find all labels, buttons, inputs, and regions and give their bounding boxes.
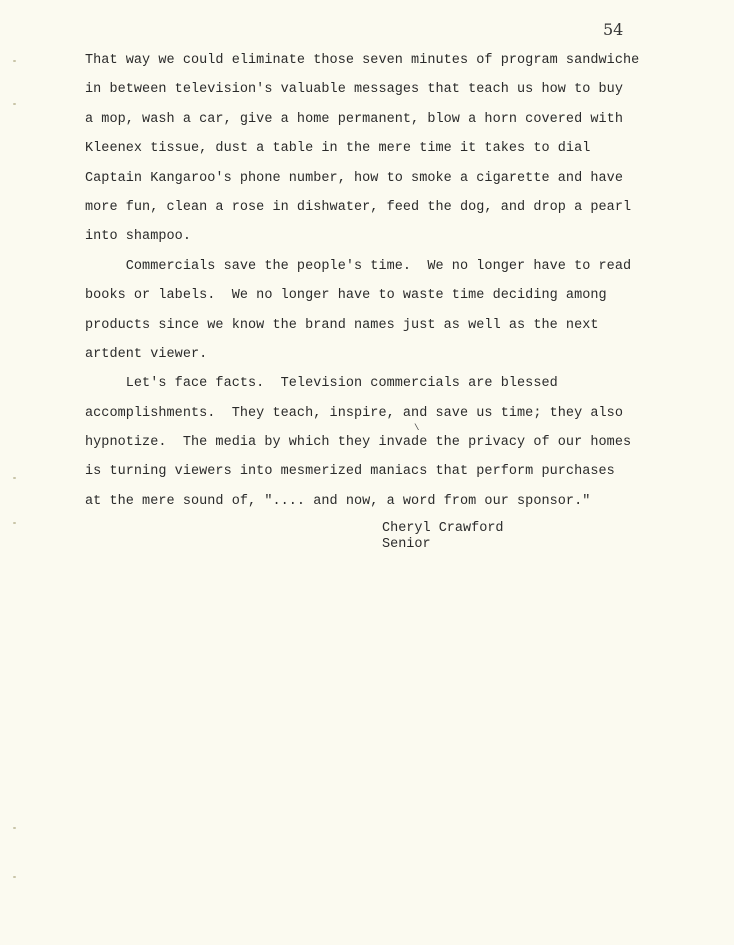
text-line: accomplishments. They teach, inspire, and save us time; they also <box>85 405 623 421</box>
text-line: products since we know the brand names just as well as the next <box>85 317 599 333</box>
text-line: That way we could eliminate those seven minutes of program sandwiche <box>85 53 640 68</box>
text-line: in between television's valuable messages that teach us how to buy <box>85 82 623 98</box>
margin-speck <box>13 60 16 62</box>
text-line: Commercials save the people's time. We no longer have to read <box>85 258 632 274</box>
text-line: books or labels. We no longer have to waste time deciding among <box>85 288 607 304</box>
text-line: Captain Kangaroo's phone number, how to smoke a cigarette and have <box>85 170 623 186</box>
text-line: is turning viewers into mesmerized maniacs that perform purchases <box>85 464 615 480</box>
margin-speck <box>13 827 16 829</box>
text-line: into shampoo. <box>85 229 191 245</box>
text-line: more fun, clean a rose in dishwater, feed the dog, and drop a pearl <box>85 199 632 215</box>
author-title: Senior <box>382 537 431 552</box>
text-line: artdent viewer. <box>85 346 208 362</box>
signature-block <box>382 521 504 553</box>
margin-speck <box>13 522 16 524</box>
page-number: 54 <box>603 20 624 39</box>
author-name: Cheryl Crawford <box>382 521 504 536</box>
margin-speck <box>13 477 16 479</box>
margin-speck <box>13 876 16 878</box>
text-line: hypnotize. The media by which they invade the privacy of our homes <box>85 435 632 451</box>
margin-speck <box>13 103 16 105</box>
text-line: a mop, wash a car, give a home permanent, blow a horn covered with <box>85 111 623 127</box>
insertion-mark: \ <box>414 423 420 433</box>
text-line: Let's face facts. Television commercials are blessed <box>85 376 558 392</box>
essay-body <box>85 46 705 516</box>
text-line: at the mere sound of, ".... and now, a word from our sponsor." <box>85 493 591 509</box>
text-line: Kleenex tissue, dust a table in the mere time it takes to dial <box>85 141 591 157</box>
